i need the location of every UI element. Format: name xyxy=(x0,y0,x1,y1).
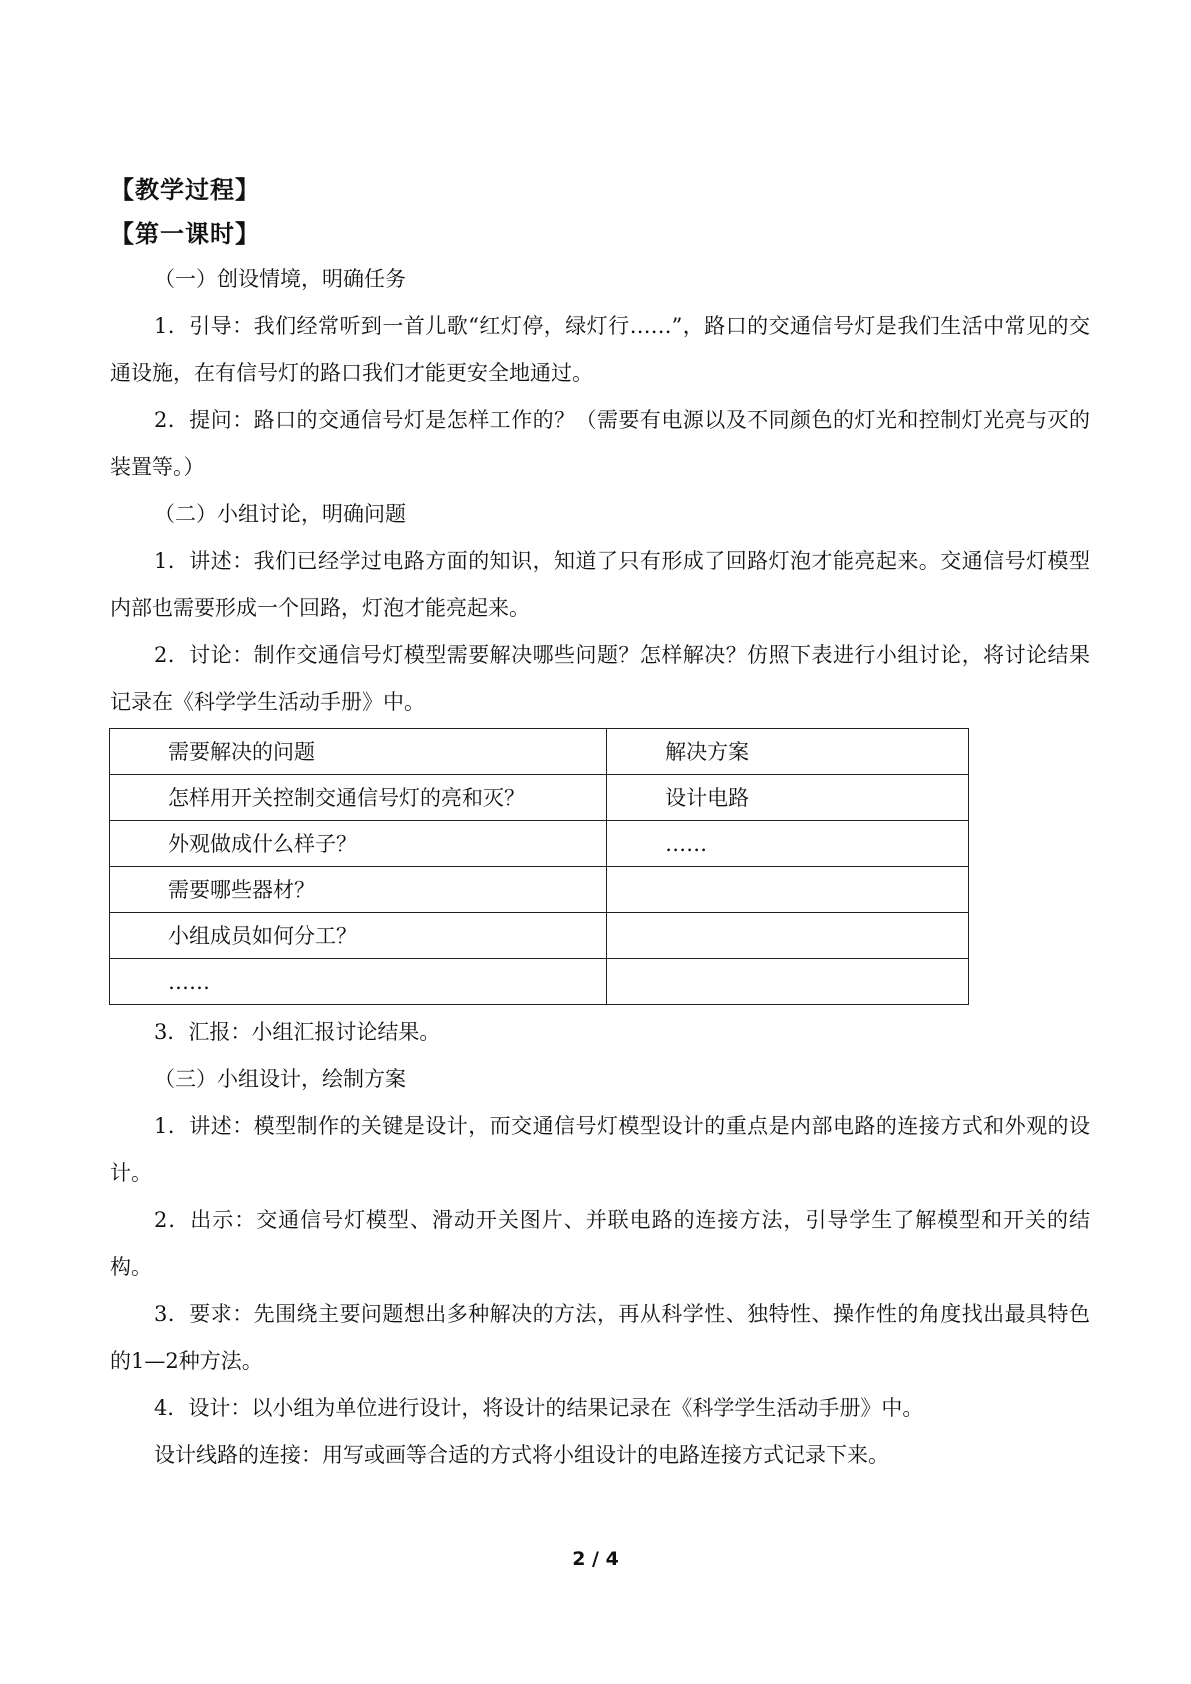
table-cell-solution: 设计电路 xyxy=(607,775,969,821)
table-row xyxy=(110,775,969,821)
page-number: 2 / 4 xyxy=(572,1548,619,1570)
section-3-paragraph-2: 2．出示：交通信号灯模型、滑动开关图片、并联电路的连接方法，引导学生了解模型和开关的结构。 xyxy=(110,1208,1090,1279)
section-2-title: （二）小组讨论，明确问题 xyxy=(154,502,406,526)
heading-first-lesson: 【第一课时】 xyxy=(110,220,260,248)
section-1-paragraph-2: 2．提问：路口的交通信号灯是怎样工作的？（需要有电源以及不同颜色的灯光和控制灯光亮与灭的装置等。） xyxy=(110,408,1090,479)
section-1-title: （一）创设情境，明确任务 xyxy=(154,267,406,291)
section-3-title: （三）小组设计，绘制方案 xyxy=(154,1067,406,1091)
table-cell-problem: 外观做成什么样子？ xyxy=(110,821,607,867)
page-content xyxy=(110,168,1090,1479)
table-cell-problem: …… xyxy=(110,959,607,1005)
problem-solution-table xyxy=(109,728,969,1005)
section-2-paragraph-1: 1．讲述：我们已经学过电路方面的知识，知道了只有形成了回路灯泡才能亮起来。交通信号灯模型内部也需要形成一个回路，灯泡才能亮起来。 xyxy=(110,549,1090,620)
section-3-paragraph-4: 4．设计：以小组为单位进行设计，将设计的结果记录在《科学学生活动手册》中。 xyxy=(154,1396,924,1420)
heading-teaching-process: 【教学过程】 xyxy=(110,176,260,204)
table-row xyxy=(110,867,969,913)
section-3-paragraph-3: 3．要求：先围绕主要问题想出多种解决的方法，再从科学性、独特性、操作性的角度找出最具特色的1—2种方法。 xyxy=(110,1302,1090,1373)
table-cell-solution: …… xyxy=(607,821,969,867)
table-row xyxy=(110,913,969,959)
section-3-paragraph-1: 1．讲述：模型制作的关键是设计，而交通信号灯模型设计的重点是内部电路的连接方式和外观的设计。 xyxy=(110,1114,1090,1185)
table-cell-solution xyxy=(607,959,969,1005)
section-1-paragraph-1: 1．引导：我们经常听到一首儿歌“红灯停，绿灯行……”，路口的交通信号灯是我们生活中常见的交通设施，在有信号灯的路口我们才能更安全地通过。 xyxy=(110,314,1090,385)
table-row xyxy=(110,821,969,867)
section-2-paragraph-3: 3．汇报：小组汇报讨论结果。 xyxy=(154,1020,441,1044)
table-header-row xyxy=(110,729,969,775)
table-cell-problem: 怎样用开关控制交通信号灯的亮和灭？ xyxy=(110,775,607,821)
table-cell-solution xyxy=(607,913,969,959)
table-cell-solution xyxy=(607,867,969,913)
table-header-problem: 需要解决的问题 xyxy=(110,729,607,775)
table-header-solution: 解决方案 xyxy=(607,729,969,775)
table-cell-problem: 需要哪些器材？ xyxy=(110,867,607,913)
section-3-paragraph-5: 设计线路的连接：用写或画等合适的方式将小组设计的电路连接方式记录下来。 xyxy=(154,1443,889,1467)
table-row xyxy=(110,959,969,1005)
table-cell-problem: 小组成员如何分工？ xyxy=(110,913,607,959)
section-2-paragraph-2: 2．讨论：制作交通信号灯模型需要解决哪些问题？怎样解决？仿照下表进行小组讨论，将讨论结果记录在《科学学生活动手册》中。 xyxy=(110,643,1090,714)
